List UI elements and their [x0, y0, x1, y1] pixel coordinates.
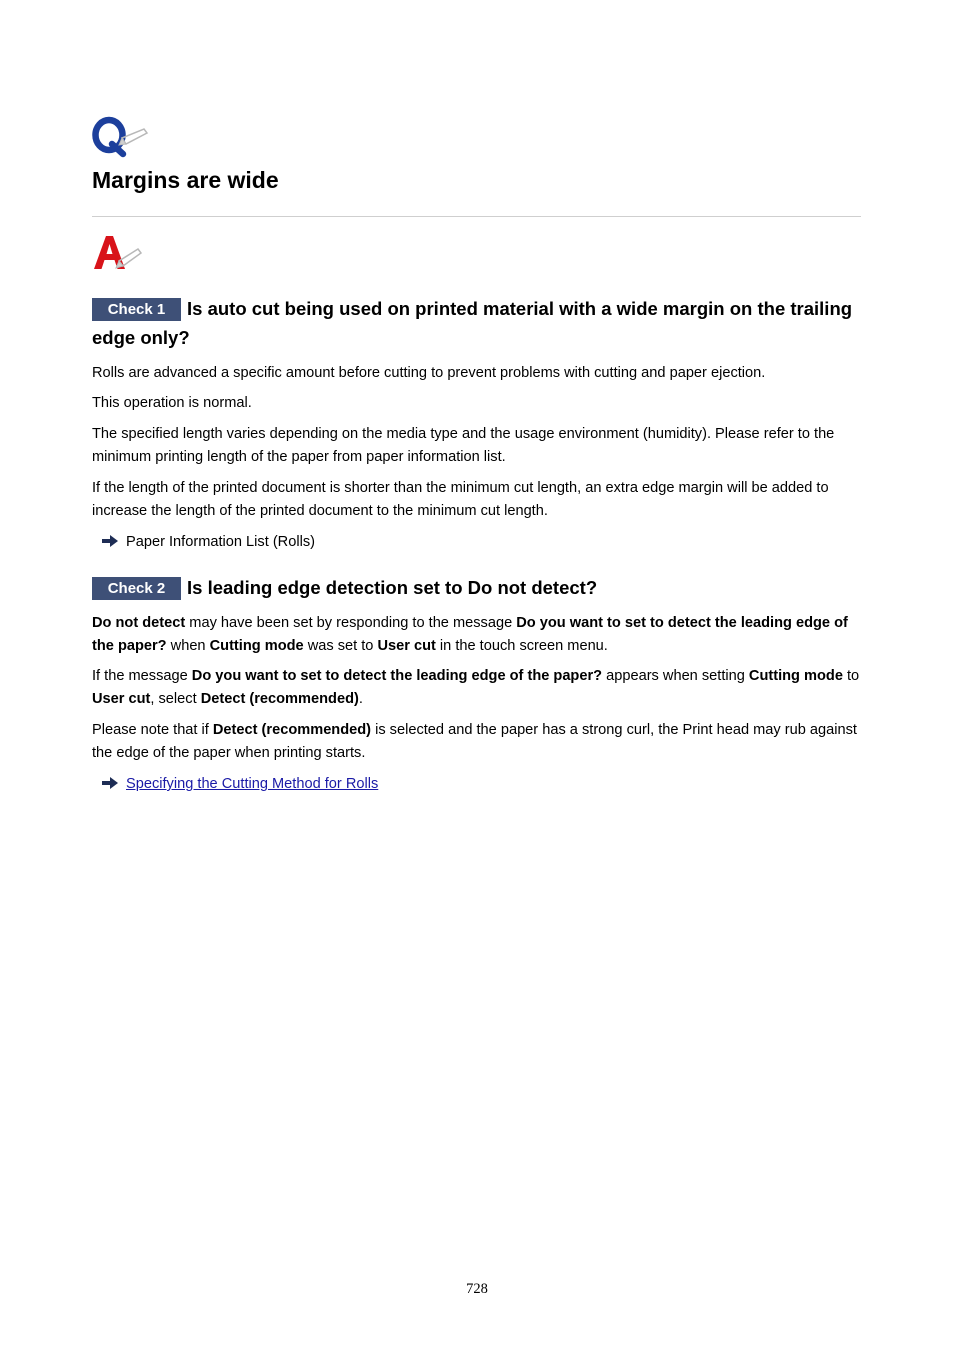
message-detect-leading-edge: Do you want to set to detect the leading edge of the paper? — [191, 668, 603, 684]
check1-paragraph-1: Rolls are advanced a specific amount before cutting to prevent problems with cutting and paper ejection. — [92, 365, 766, 381]
page-title: Margins are wide — [92, 167, 279, 193]
check2-heading-post: ? — [585, 577, 598, 598]
check2-heading-bold: Do not detect — [467, 577, 586, 598]
page-number: 728 — [466, 1281, 488, 1297]
text: may have been set by responding to the message — [185, 615, 517, 631]
check2-paragraph-3 — [92, 719, 862, 765]
answer-a-icon — [92, 233, 144, 273]
check1-section — [92, 294, 862, 352]
check1-badge: Check 1 — [92, 298, 181, 321]
term-detect-recommended: Detect (recommended) — [212, 722, 372, 738]
message-detect-leading-edge: Do you want to set to detect the leading edge of the paper? — [92, 615, 848, 654]
check1-paragraph-4: If the length of the printed document is shorter than the minimum cut length, an extra edge margin will be added to increase the length of the printed document to the minimum cut length. — [92, 480, 829, 519]
text: to — [842, 668, 860, 684]
text: in the touch screen menu. — [435, 638, 608, 654]
check2-link-row — [92, 773, 872, 796]
term-cutting-mode: Cutting mode — [748, 668, 843, 684]
check1-paragraph-3: The specified length varies depending on the media type and the usage environment (humidity). Please refer to the minimum printing length of the paper from paper information list. — [92, 426, 835, 465]
cutting-method-link[interactable]: Specifying the Cutting Method for Rolls — [126, 776, 379, 792]
term-cutting-mode: Cutting mode — [209, 638, 304, 654]
title-divider — [92, 216, 861, 217]
text: was set to — [303, 638, 378, 654]
term-detect-recommended: Detect (recommended) — [200, 691, 359, 707]
text: , select — [150, 691, 201, 707]
check2-paragraph-2 — [92, 665, 862, 711]
term-user-cut: User cut — [377, 638, 436, 654]
check2-heading — [92, 573, 862, 602]
check1-heading — [92, 294, 862, 352]
arrow-right-icon — [102, 535, 118, 547]
text: . — [358, 691, 363, 707]
check1-paragraph-2: This operation is normal. — [92, 395, 252, 411]
question-q-icon — [92, 114, 150, 160]
check2-badge: Check 2 — [92, 577, 181, 600]
text: is selected and the paper has a strong curl, the Print head may rub against the edge of the paper when printing starts. — [92, 722, 857, 761]
paper-information-list-text: Paper Information List (Rolls) — [126, 534, 315, 550]
check2-section — [92, 573, 862, 602]
text: Please note that if — [92, 722, 213, 738]
text: If the message — [92, 668, 192, 684]
check1-heading-text: Is auto cut being used on printed material with a wide margin on the trailing edge only? — [92, 298, 853, 348]
arrow-right-icon — [102, 777, 118, 789]
term-user-cut: User cut — [92, 691, 151, 707]
term-do-not-detect: Do not detect — [92, 615, 186, 631]
check1-link-row — [92, 531, 872, 554]
text: appears when setting — [602, 668, 749, 684]
check2-heading-pre: Is leading edge detection set to — [187, 577, 468, 598]
text: when — [166, 638, 210, 654]
check2-paragraph-1 — [92, 612, 862, 658]
